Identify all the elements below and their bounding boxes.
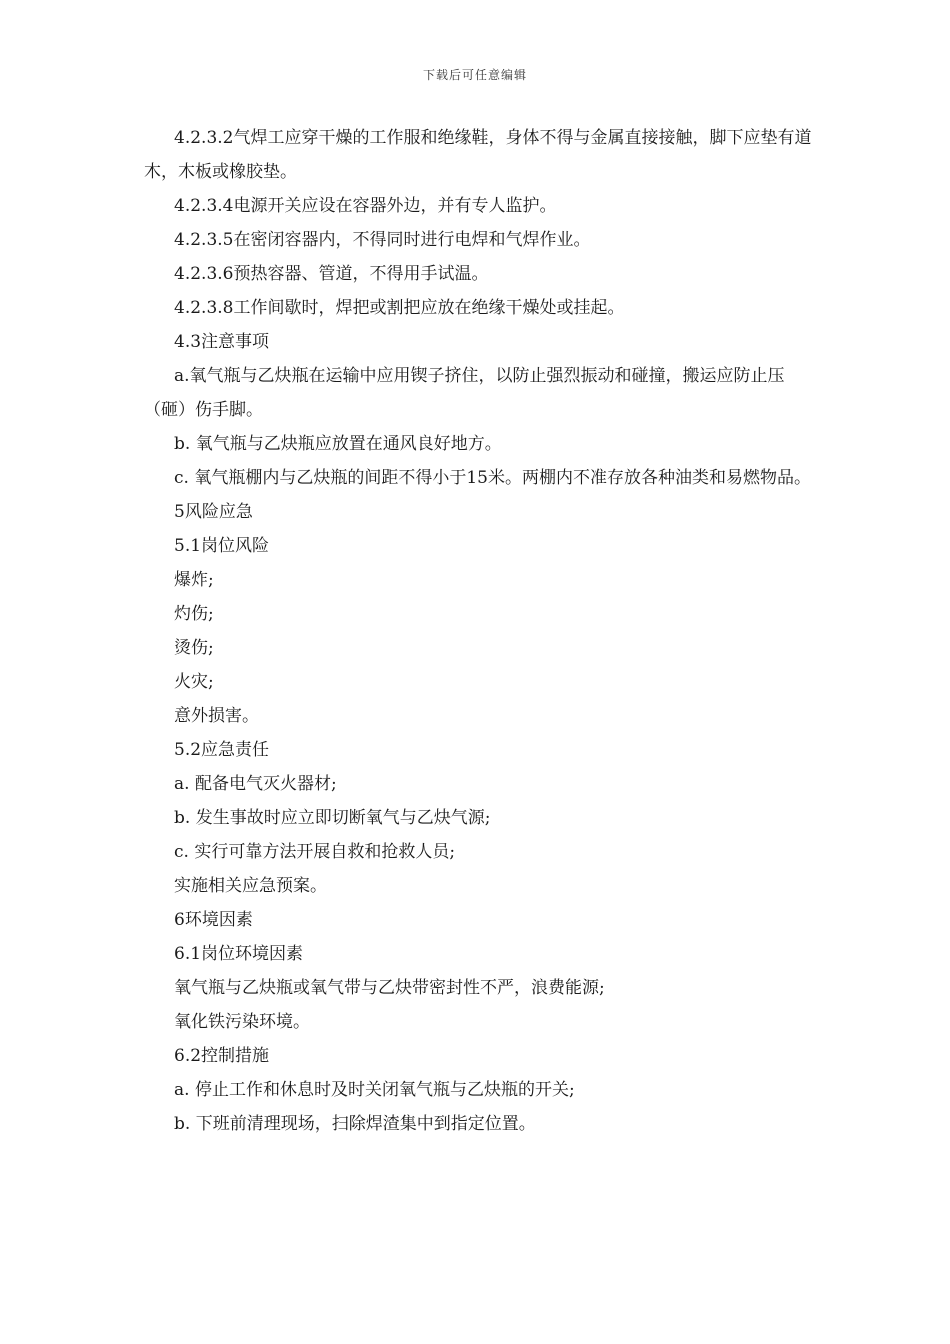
list-item-4-3-b: b. 氧气瓶与乙炔瓶应放置在通风良好地方。 xyxy=(174,434,502,454)
list-item-5-2-a: a. 配备电气灭火器材; xyxy=(174,774,337,794)
list-item-4-3-c: c. 氧气瓶棚内与乙炔瓶的间距不得小于15米。两棚内不准存放各种油类和易燃物品。 xyxy=(174,468,811,488)
risk-item-explosion: 爆炸; xyxy=(174,570,214,590)
list-item-4-3-a: a.氧气瓶与乙炔瓶在运输中应用锲子挤住，以防止强烈振动和碰撞，搬运应防止压（砸）伤手脚。 xyxy=(144,366,785,420)
page-header: 下载后可任意编辑 xyxy=(422,68,527,82)
section-heading-5: 5风险应急 xyxy=(174,502,253,522)
risk-item-burn: 灼伤; xyxy=(174,604,214,624)
list-item-5-2-b: b. 发生事故时应立即切断氧气与乙炔气源; xyxy=(174,808,491,828)
section-heading-5-1: 5.1岗位风险 xyxy=(174,536,270,556)
paragraph-4-2-3-5: 4.2.3.5在密闭容器内，不得同时进行电焊和气焊作业。 xyxy=(174,230,591,250)
section-heading-6-1: 6.1岗位环境因素 xyxy=(174,944,304,964)
section-heading-5-2: 5.2应急责任 xyxy=(174,740,270,760)
env-factor-item-1: 氧气瓶与乙炔瓶或氧气带与乙炔带密封性不严，浪费能源; xyxy=(174,978,605,998)
paragraph-4-2-3-6: 4.2.3.6预热容器、管道，不得用手试温。 xyxy=(174,264,489,284)
paragraph-4-2-3-2: 4.2.3.2气焊工应穿干燥的工作服和绝缘鞋，身体不得与金属直接接触，脚下应垫有道木，木板或橡胶垫。 xyxy=(144,128,812,182)
risk-item-scald: 烫伤; xyxy=(174,638,214,658)
list-item-6-2-a: a. 停止工作和休息时及时关闭氧气瓶与乙炔瓶的开关; xyxy=(174,1080,575,1100)
paragraph-4-2-3-4: 4.2.3.4电源开关应设在容器外边，并有专人监护。 xyxy=(174,196,557,216)
risk-item-accident: 意外损害。 xyxy=(174,706,259,726)
env-factor-item-2: 氧化铁污染环境。 xyxy=(174,1012,310,1032)
section-heading-4-3: 4.3注意事项 xyxy=(174,332,270,352)
section-heading-6-2: 6.2控制措施 xyxy=(174,1046,270,1066)
risk-item-fire: 火灾; xyxy=(174,672,214,692)
list-item-6-2-b: b. 下班前清理现场，扫除焊渣集中到指定位置。 xyxy=(174,1114,536,1134)
section-heading-6: 6环境因素 xyxy=(174,910,253,930)
list-item-5-2-d: 实施相关应急预案。 xyxy=(174,876,327,896)
document-body xyxy=(144,121,812,1141)
paragraph-4-2-3-8: 4.2.3.8工作间歇时，焊把或割把应放在绝缘干燥处或挂起。 xyxy=(174,298,625,318)
list-item-5-2-c: c. 实行可靠方法开展自救和抢救人员; xyxy=(174,842,456,862)
